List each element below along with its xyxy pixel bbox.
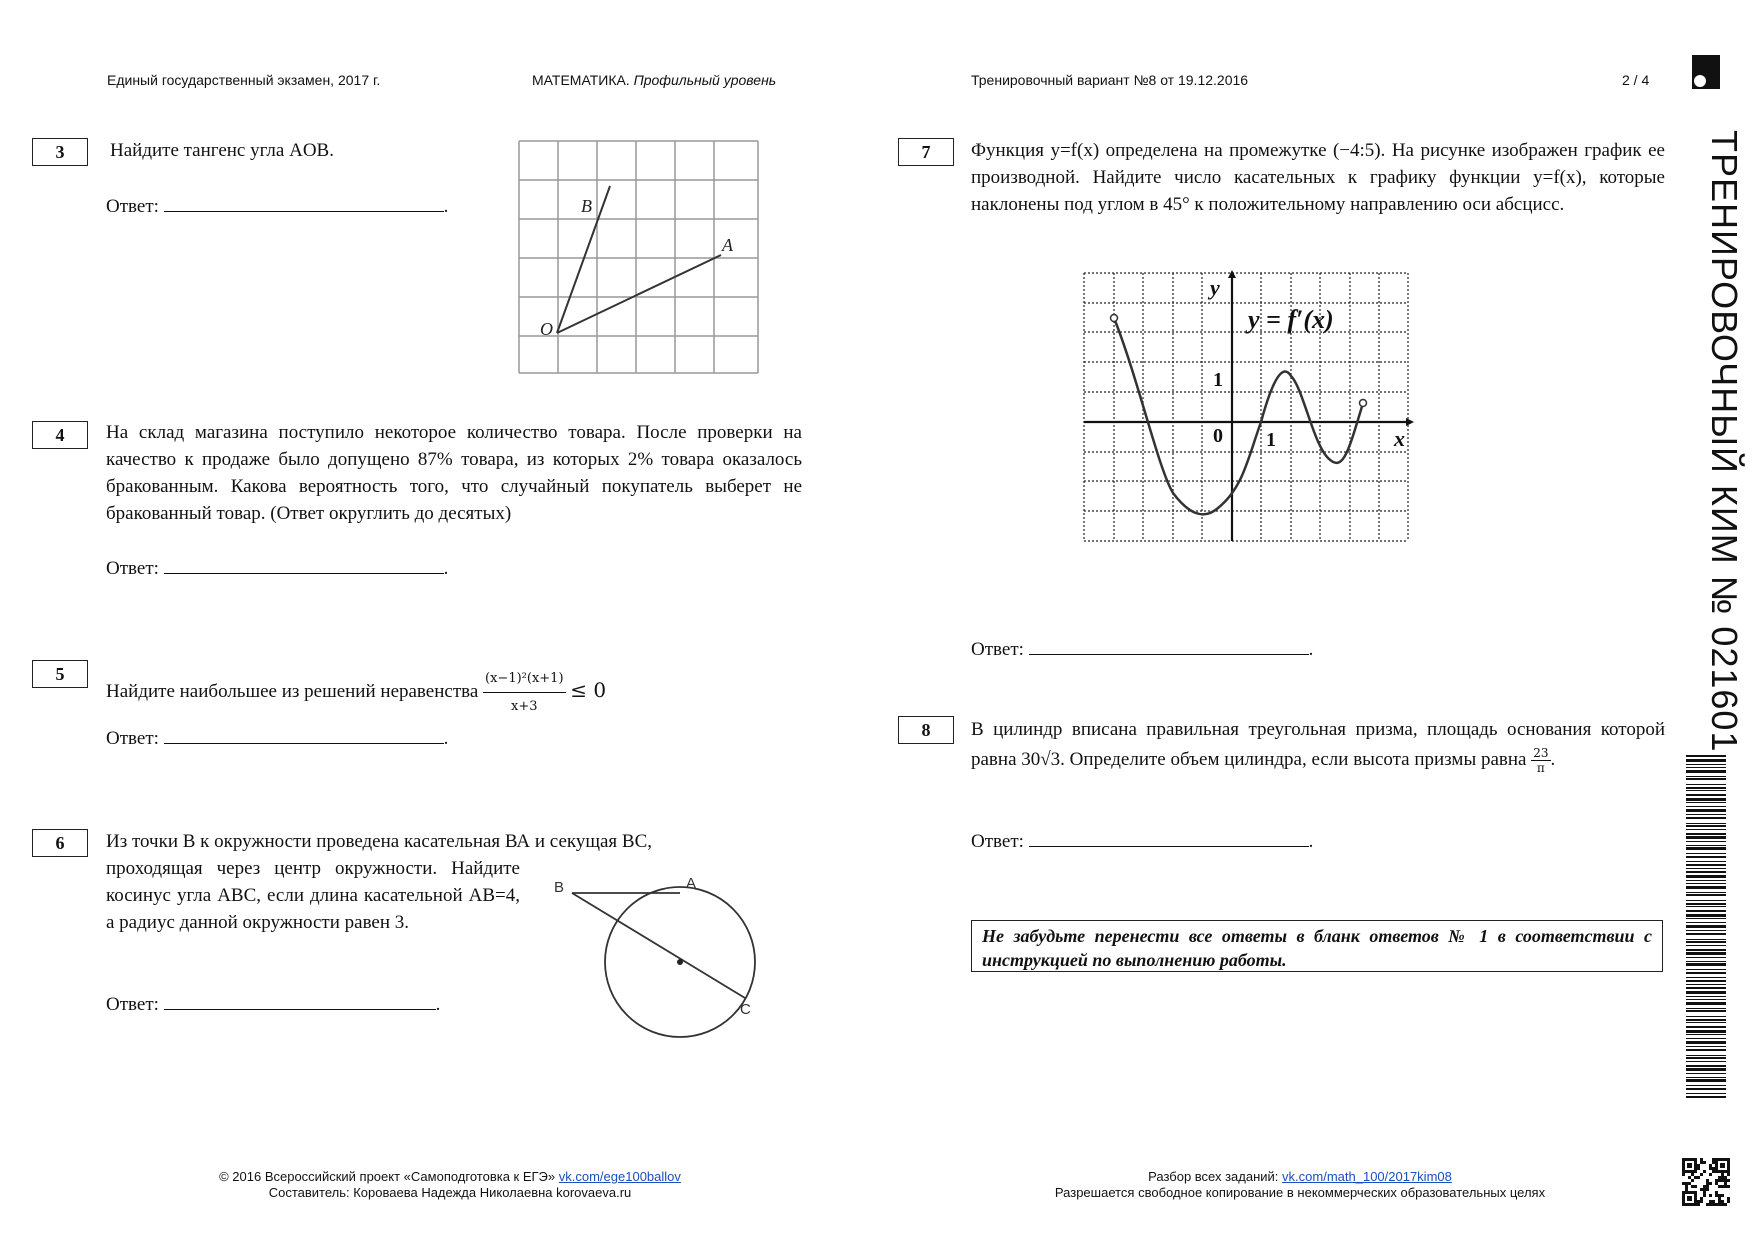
footer-project: © 2016 Всероссийский проект «Самоподготовка к ЕГЭ» <box>219 1169 556 1184</box>
answer-label: Ответ: <box>971 639 1024 660</box>
q5-answer <box>106 725 448 750</box>
q6-number: 6 <box>32 829 88 857</box>
q8-fraction-numerator: 23 <box>1533 746 1549 761</box>
header-subject <box>532 72 776 88</box>
q6-label-c: C <box>740 1001 751 1018</box>
answer-field[interactable] <box>164 991 436 1010</box>
q5-fraction-denominator: x+3 <box>511 699 538 714</box>
answer-field[interactable] <box>1029 828 1309 847</box>
q7-number: 7 <box>898 138 954 166</box>
answer-field[interactable] <box>164 555 444 574</box>
barcode-icon <box>1686 755 1726 1100</box>
q7-y-unit-label: 1 <box>1213 369 1223 391</box>
q6-label-b: B <box>554 879 565 896</box>
answer-dot: . <box>1308 831 1314 852</box>
q8-fraction <box>1531 746 1550 775</box>
q7-x-axis-label: x <box>1394 426 1405 451</box>
header-subject-main: МАТЕМАТИКА. <box>532 72 630 88</box>
footer-left <box>150 1169 750 1201</box>
q5-text <box>106 665 606 720</box>
q3-label-o: O <box>540 319 553 339</box>
q7-x-unit-label: 1 <box>1266 429 1276 451</box>
q5-relation: ≤ 0 <box>570 677 607 702</box>
q8-answer <box>971 828 1313 853</box>
q3-number: 3 <box>32 138 88 166</box>
answer-label: Ответ: <box>106 994 159 1015</box>
footer-analysis-link[interactable]: vk.com/math_100/2017kim08 <box>1282 1169 1452 1184</box>
q7-function-label: y = f′(x) <box>1248 305 1334 334</box>
q5-prompt: Найдите наибольшее из решений неравенства <box>106 680 479 702</box>
header-exam-title: Единый государственный экзамен, 2017 г. <box>107 72 381 88</box>
answer-label: Ответ: <box>971 831 1024 852</box>
q5-fraction-numerator: (x−1)²(x+1) <box>483 665 566 693</box>
footer-analysis: Разбор всех заданий: <box>1148 1169 1279 1184</box>
side-title <box>1704 130 1745 753</box>
reminder-note: Не забудьте перенести все ответы в бланк ответов № 1 в соответствии с инструкцией по выполнению работы. <box>971 920 1663 972</box>
q7-origin-label: 0 <box>1213 425 1223 447</box>
q5-number: 5 <box>32 660 88 688</box>
answer-dot: . <box>435 994 441 1015</box>
q7-text: Функция y=f(x) определена на промежутке (−4:5). На рисунке изображен график ее производной. Найдите число касательных к графику функции y=f(x), которые наклонены под углом в 45° к положительному направлению оси абсцисс. <box>971 140 1665 215</box>
q3-text: Найдите тангенс угла AOB. <box>110 140 334 161</box>
answer-dot: . <box>443 558 449 579</box>
footer-right <box>1000 1169 1600 1201</box>
footer-author: Составитель: Короваева Надежда Николаевна korovaeva.ru <box>268 1185 632 1200</box>
q6-text-line1: Из точки В к окружности проведена касательная ВА и секущая ВС, <box>106 831 652 852</box>
q3-grid-figure <box>517 139 760 375</box>
header-page-number: 2 / 4 <box>1622 72 1650 88</box>
q3-label-a: A <box>722 235 733 255</box>
answer-field[interactable] <box>164 193 444 212</box>
q8-text-end: . <box>1550 749 1556 770</box>
answer-dot: . <box>443 196 449 217</box>
q8-text <box>971 715 1665 775</box>
footer-license: Разрешается свободное копирование в некоммерческих образовательных целях <box>1054 1185 1546 1200</box>
q6-label-a: A <box>686 875 697 892</box>
q6-circle-figure <box>548 870 770 1040</box>
answer-label: Ответ: <box>106 728 159 749</box>
q5-fraction <box>483 665 566 720</box>
q6-answer <box>106 991 440 1016</box>
side-title-text: ТРЕНИРОВОЧНЫЙ КИМ № 021601 <box>1704 130 1745 753</box>
answer-field[interactable] <box>164 725 444 744</box>
q7-derivative-graph <box>1078 268 1414 546</box>
q7-answer <box>971 636 1313 661</box>
answer-field[interactable] <box>1029 636 1309 655</box>
answer-label: Ответ: <box>106 196 159 217</box>
q4-number: 4 <box>32 421 88 449</box>
q8-text-main: В цилиндр вписана правильная треугольная призма, площадь основания которой равна 30√3. Определите объем цилиндра, если высота призмы равна <box>971 719 1665 770</box>
answer-dot: . <box>1308 639 1314 660</box>
q6-text-rest: проходящая через центр окружности. Найдите косинус угла АВС, если длина касательной АВ=4, а радиус данной окружности равен 3. <box>106 858 520 933</box>
header-subject-level: Профильный уровень <box>633 72 777 88</box>
answer-label: Ответ: <box>106 558 159 579</box>
header-variant: Тренировочный вариант №8 от 19.12.2016 <box>971 72 1249 88</box>
q7-y-axis-label: y <box>1210 275 1220 300</box>
footer-project-link[interactable]: vk.com/ege100ballov <box>558 1169 681 1184</box>
corner-marker-icon <box>1692 55 1720 89</box>
qr-code-icon <box>1682 1158 1730 1206</box>
q3-label-b: B <box>581 196 592 216</box>
q8-fraction-denominator: π <box>1536 761 1545 776</box>
q3-answer <box>106 193 448 218</box>
q8-number: 8 <box>898 716 954 744</box>
q4-answer <box>106 555 448 580</box>
answer-dot: . <box>443 728 449 749</box>
q4-text: На склад магазина поступило некоторое количество товара. После проверки на качество к продаже было допущено 87% товара, из которых 2% товара оказалось бракованным. Какова вероятность того, что случайный покупатель выберет не бракованный товар. (Ответ округлить до десятых) <box>106 422 802 524</box>
